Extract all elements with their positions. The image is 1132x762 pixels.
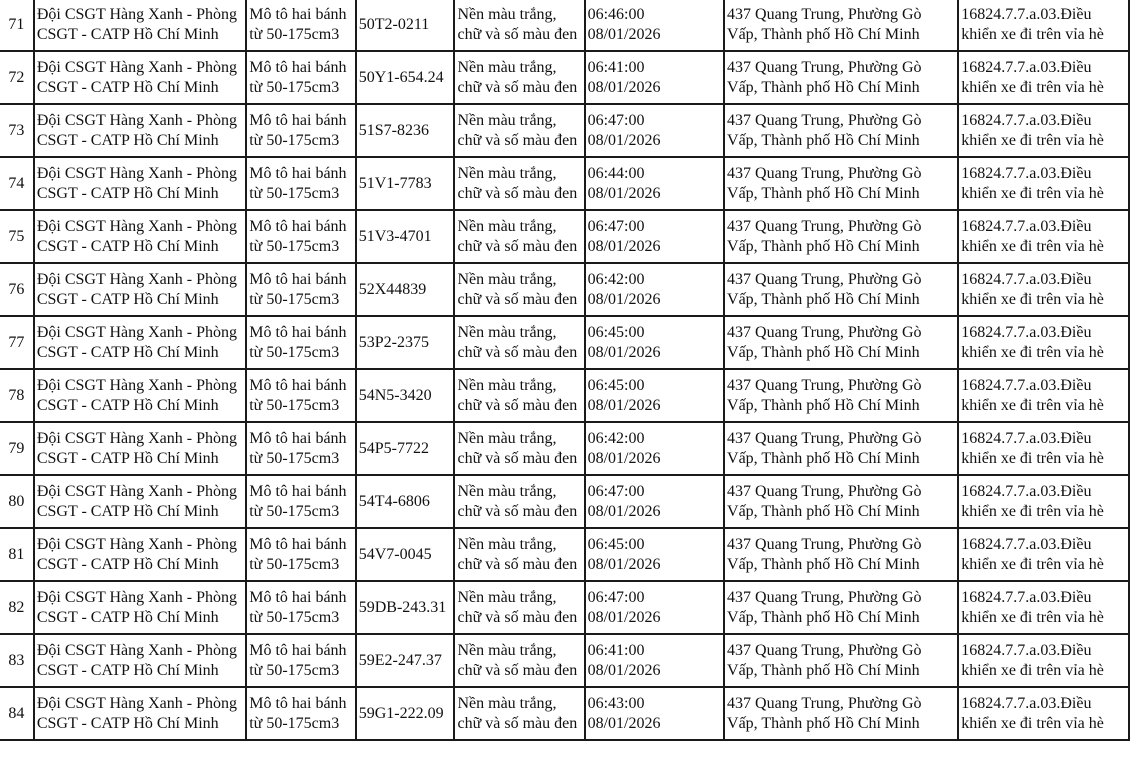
issuing-unit-cell: Đội CSGT Hàng Xanh - Phòng CSGT - CATP Hồ Chí Minh [34, 369, 246, 422]
issuing-unit-cell: Đội CSGT Hàng Xanh - Phòng CSGT - CATP Hồ Chí Minh [34, 210, 246, 263]
row-number-cell: 71 [0, 0, 34, 51]
violation-description-cell: 16824.7.7.a.03.Điều khiển xe đi trên vỉa hè [958, 210, 1129, 263]
row-number-cell: 77 [0, 316, 34, 369]
row-number-cell: 78 [0, 369, 34, 422]
license-plate-cell: 59E2-247.37 [356, 634, 455, 687]
violation-description-cell: 16824.7.7.a.03.Điều khiển xe đi trên vỉa hè [958, 422, 1129, 475]
plate-color-cell: Nền màu trắng, chữ và số màu đen [454, 316, 584, 369]
vehicle-type-cell: Mô tô hai bánh từ 50-175cm3 [246, 157, 355, 210]
violation-location-cell: 437 Quang Trung, Phường Gò Vấp, Thành phố Hồ Chí Minh [724, 422, 958, 475]
row-number-cell: 76 [0, 263, 34, 316]
table-row [0, 210, 1129, 263]
violation-time-cell: 06:47:00 08/01/2026 [585, 475, 724, 528]
violation-time-cell: 06:46:00 08/01/2026 [585, 0, 724, 51]
violation-time-cell: 06:42:00 08/01/2026 [585, 263, 724, 316]
table-row [0, 634, 1129, 687]
violation-time-cell: 06:45:00 08/01/2026 [585, 316, 724, 369]
plate-color-cell: Nền màu trắng, chữ và số màu đen [454, 210, 584, 263]
row-number-cell: 74 [0, 157, 34, 210]
license-plate-cell: 54V7-0045 [356, 528, 455, 581]
violation-location-cell: 437 Quang Trung, Phường Gò Vấp, Thành phố Hồ Chí Minh [724, 369, 958, 422]
issuing-unit-cell: Đội CSGT Hàng Xanh - Phòng CSGT - CATP Hồ Chí Minh [34, 0, 246, 51]
violation-time-cell: 06:44:00 08/01/2026 [585, 157, 724, 210]
violation-time-cell: 06:43:00 08/01/2026 [585, 687, 724, 740]
license-plate-cell: 51S7-8236 [356, 104, 455, 157]
vehicle-type-cell: Mô tô hai bánh từ 50-175cm3 [246, 687, 355, 740]
vehicle-type-cell: Mô tô hai bánh từ 50-175cm3 [246, 581, 355, 634]
table-row [0, 263, 1129, 316]
license-plate-cell: 52X44839 [356, 263, 455, 316]
row-number-cell: 80 [0, 475, 34, 528]
plate-color-cell: Nền màu trắng, chữ và số màu đen [454, 51, 584, 104]
row-number-cell: 81 [0, 528, 34, 581]
license-plate-cell: 54T4-6806 [356, 475, 455, 528]
plate-color-cell: Nền màu trắng, chữ và số màu đen [454, 687, 584, 740]
violation-time-cell: 06:47:00 08/01/2026 [585, 210, 724, 263]
violation-time-cell: 06:47:00 08/01/2026 [585, 581, 724, 634]
violation-time-cell: 06:42:00 08/01/2026 [585, 422, 724, 475]
plate-color-cell: Nền màu trắng, chữ và số màu đen [454, 581, 584, 634]
table-row [0, 104, 1129, 157]
issuing-unit-cell: Đội CSGT Hàng Xanh - Phòng CSGT - CATP Hồ Chí Minh [34, 634, 246, 687]
issuing-unit-cell: Đội CSGT Hàng Xanh - Phòng CSGT - CATP Hồ Chí Minh [34, 581, 246, 634]
violation-time-cell: 06:45:00 08/01/2026 [585, 369, 724, 422]
violation-description-cell: 16824.7.7.a.03.Điều khiển xe đi trên vỉa hè [958, 528, 1129, 581]
violation-location-cell: 437 Quang Trung, Phường Gò Vấp, Thành phố Hồ Chí Minh [724, 263, 958, 316]
vehicle-type-cell: Mô tô hai bánh từ 50-175cm3 [246, 634, 355, 687]
plate-color-cell: Nền màu trắng, chữ và số màu đen [454, 369, 584, 422]
plate-color-cell: Nền màu trắng, chữ và số màu đen [454, 157, 584, 210]
row-number-cell: 82 [0, 581, 34, 634]
violation-description-cell: 16824.7.7.a.03.Điều khiển xe đi trên vỉa hè [958, 263, 1129, 316]
violation-location-cell: 437 Quang Trung, Phường Gò Vấp, Thành phố Hồ Chí Minh [724, 104, 958, 157]
table-row [0, 581, 1129, 634]
license-plate-cell: 54N5-3420 [356, 369, 455, 422]
row-number-cell: 73 [0, 104, 34, 157]
violation-location-cell: 437 Quang Trung, Phường Gò Vấp, Thành phố Hồ Chí Minh [724, 581, 958, 634]
license-plate-cell: 51V1-7783 [356, 157, 455, 210]
license-plate-cell: 53P2-2375 [356, 316, 455, 369]
table-row [0, 369, 1129, 422]
license-plate-cell: 59G1-222.09 [356, 687, 455, 740]
vehicle-type-cell: Mô tô hai bánh từ 50-175cm3 [246, 422, 355, 475]
plate-color-cell: Nền màu trắng, chữ và số màu đen [454, 634, 584, 687]
vehicle-type-cell: Mô tô hai bánh từ 50-175cm3 [246, 316, 355, 369]
violation-description-cell: 16824.7.7.a.03.Điều khiển xe đi trên vỉa hè [958, 0, 1129, 51]
violation-description-cell: 16824.7.7.a.03.Điều khiển xe đi trên vỉa hè [958, 104, 1129, 157]
plate-color-cell: Nền màu trắng, chữ và số màu đen [454, 528, 584, 581]
table-row [0, 51, 1129, 104]
issuing-unit-cell: Đội CSGT Hàng Xanh - Phòng CSGT - CATP Hồ Chí Minh [34, 528, 246, 581]
violation-description-cell: 16824.7.7.a.03.Điều khiển xe đi trên vỉa hè [958, 316, 1129, 369]
table-row [0, 0, 1129, 51]
row-number-cell: 75 [0, 210, 34, 263]
vehicle-type-cell: Mô tô hai bánh từ 50-175cm3 [246, 475, 355, 528]
violation-location-cell: 437 Quang Trung, Phường Gò Vấp, Thành phố Hồ Chí Minh [724, 687, 958, 740]
violation-description-cell: 16824.7.7.a.03.Điều khiển xe đi trên vỉa hè [958, 51, 1129, 104]
license-plate-cell: 50T2-0211 [356, 0, 455, 51]
violation-description-cell: 16824.7.7.a.03.Điều khiển xe đi trên vỉa hè [958, 581, 1129, 634]
vehicle-type-cell: Mô tô hai bánh từ 50-175cm3 [246, 210, 355, 263]
table-row [0, 687, 1129, 740]
table-row [0, 316, 1129, 369]
violation-location-cell: 437 Quang Trung, Phường Gò Vấp, Thành phố Hồ Chí Minh [724, 210, 958, 263]
issuing-unit-cell: Đội CSGT Hàng Xanh - Phòng CSGT - CATP Hồ Chí Minh [34, 104, 246, 157]
license-plate-cell: 50Y1-654.24 [356, 51, 455, 104]
vehicle-type-cell: Mô tô hai bánh từ 50-175cm3 [246, 263, 355, 316]
plate-color-cell: Nền màu trắng, chữ và số màu đen [454, 422, 584, 475]
table-row [0, 157, 1129, 210]
table-row [0, 475, 1129, 528]
plate-color-cell: Nền màu trắng, chữ và số màu đen [454, 475, 584, 528]
violation-location-cell: 437 Quang Trung, Phường Gò Vấp, Thành phố Hồ Chí Minh [724, 475, 958, 528]
violation-description-cell: 16824.7.7.a.03.Điều khiển xe đi trên vỉa hè [958, 475, 1129, 528]
vehicle-type-cell: Mô tô hai bánh từ 50-175cm3 [246, 0, 355, 51]
violation-location-cell: 437 Quang Trung, Phường Gò Vấp, Thành phố Hồ Chí Minh [724, 51, 958, 104]
violation-description-cell: 16824.7.7.a.03.Điều khiển xe đi trên vỉa hè [958, 369, 1129, 422]
vehicle-type-cell: Mô tô hai bánh từ 50-175cm3 [246, 369, 355, 422]
plate-color-cell: Nền màu trắng, chữ và số màu đen [454, 263, 584, 316]
issuing-unit-cell: Đội CSGT Hàng Xanh - Phòng CSGT - CATP Hồ Chí Minh [34, 422, 246, 475]
table-row [0, 528, 1129, 581]
vehicle-type-cell: Mô tô hai bánh từ 50-175cm3 [246, 104, 355, 157]
issuing-unit-cell: Đội CSGT Hàng Xanh - Phòng CSGT - CATP Hồ Chí Minh [34, 475, 246, 528]
row-number-cell: 84 [0, 687, 34, 740]
plate-color-cell: Nền màu trắng, chữ và số màu đen [454, 0, 584, 51]
violation-description-cell: 16824.7.7.a.03.Điều khiển xe đi trên vỉa hè [958, 634, 1129, 687]
vehicle-type-cell: Mô tô hai bánh từ 50-175cm3 [246, 528, 355, 581]
violation-time-cell: 06:47:00 08/01/2026 [585, 104, 724, 157]
violation-time-cell: 06:41:00 08/01/2026 [585, 634, 724, 687]
plate-color-cell: Nền màu trắng, chữ và số màu đen [454, 104, 584, 157]
issuing-unit-cell: Đội CSGT Hàng Xanh - Phòng CSGT - CATP Hồ Chí Minh [34, 316, 246, 369]
issuing-unit-cell: Đội CSGT Hàng Xanh - Phòng CSGT - CATP Hồ Chí Minh [34, 687, 246, 740]
issuing-unit-cell: Đội CSGT Hàng Xanh - Phòng CSGT - CATP Hồ Chí Minh [34, 157, 246, 210]
violation-time-cell: 06:41:00 08/01/2026 [585, 51, 724, 104]
row-number-cell: 79 [0, 422, 34, 475]
row-number-cell: 83 [0, 634, 34, 687]
row-number-cell: 72 [0, 51, 34, 104]
violation-description-cell: 16824.7.7.a.03.Điều khiển xe đi trên vỉa hè [958, 687, 1129, 740]
table-row [0, 422, 1129, 475]
vehicle-type-cell: Mô tô hai bánh từ 50-175cm3 [246, 51, 355, 104]
violation-location-cell: 437 Quang Trung, Phường Gò Vấp, Thành phố Hồ Chí Minh [724, 0, 958, 51]
license-plate-cell: 51V3-4701 [356, 210, 455, 263]
violation-time-cell: 06:45:00 08/01/2026 [585, 528, 724, 581]
license-plate-cell: 54P5-7722 [356, 422, 455, 475]
violation-location-cell: 437 Quang Trung, Phường Gò Vấp, Thành phố Hồ Chí Minh [724, 634, 958, 687]
violation-location-cell: 437 Quang Trung, Phường Gò Vấp, Thành phố Hồ Chí Minh [724, 528, 958, 581]
violation-description-cell: 16824.7.7.a.03.Điều khiển xe đi trên vỉa hè [958, 157, 1129, 210]
issuing-unit-cell: Đội CSGT Hàng Xanh - Phòng CSGT - CATP Hồ Chí Minh [34, 263, 246, 316]
violation-location-cell: 437 Quang Trung, Phường Gò Vấp, Thành phố Hồ Chí Minh [724, 316, 958, 369]
violation-location-cell: 437 Quang Trung, Phường Gò Vấp, Thành phố Hồ Chí Minh [724, 157, 958, 210]
license-plate-cell: 59DB-243.31 [356, 581, 455, 634]
issuing-unit-cell: Đội CSGT Hàng Xanh - Phòng CSGT - CATP Hồ Chí Minh [34, 51, 246, 104]
